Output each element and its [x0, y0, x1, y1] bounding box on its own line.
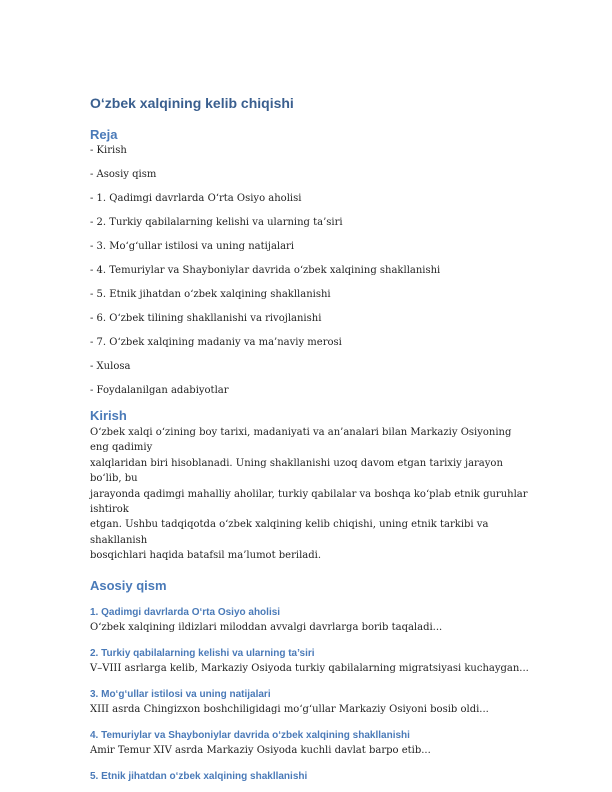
plan-item: - 5. Etnik jihatdan o‘zbek xalqining shakllanishi: [90, 289, 331, 300]
main-heading: Asosiy qism: [90, 577, 167, 593]
section-text: Amir Temur XIV asrda Markaziy Osiyoda kuchli davlat barpo etib...: [90, 744, 431, 756]
plan-heading: Reja: [90, 127, 118, 142]
section-heading: 3. Mo‘g‘ullar istilosi va uning natijalari: [90, 688, 271, 700]
main-section: [90, 771, 532, 782]
intro-paragraph: [90, 425, 532, 564]
section-text: V–VIII asrlarga kelib, Markaziy Osiyoda turkiy qabilalarning migratsiyasi kuchaygan...: [90, 662, 529, 674]
section-heading: 5. Etnik jihatdan o‘zbek xalqining shakllanishi: [90, 770, 308, 782]
plan-item: - Foydalanilgan adabiyotlar: [90, 385, 229, 396]
plan-item: - Kirish: [90, 145, 127, 156]
intro-line: bosqichlari haqida batafsil ma’lumot beriladi.: [90, 550, 322, 562]
intro-line: O‘zbek xalqi o‘zining boy tarixi, madaniyati va an’analari bilan Markaziy Osiyoning eng qadimiy: [90, 427, 512, 454]
plan-item: - 6. O‘zbek tilining shakllanishi va rivojlanishi: [90, 313, 322, 324]
document-title: O‘zbek xalqining kelib chiqishi: [90, 95, 294, 111]
intro-line: etgan. Ushbu tadqiqotda o‘zbek xalqining kelib chiqishi, uning etnik tarkibi va shakllanish: [90, 519, 489, 546]
plan-item: - 1. Qadimgi davrlarda O‘rta Osiyo aholisi: [90, 193, 302, 204]
plan-item: - Asosiy qism: [90, 169, 157, 180]
section-heading: 1. Qadimgi davrlarda O‘rta Osiyo aholisi: [90, 606, 281, 618]
section-text: O‘zbek xalqining ildizlari miloddan avvalgi davrlarga borib taqaladi...: [90, 621, 443, 633]
section-heading: 4. Temuriylar va Shayboniylar davrida o‘zbek xalqining shakllanishi: [90, 729, 410, 741]
section-heading: 2. Turkiy qabilalarning kelishi va ularning ta’siri: [90, 647, 315, 659]
plan-list: [90, 144, 532, 397]
main-section: [90, 730, 532, 757]
main-section: [90, 648, 532, 675]
plan-item: - 4. Temuriylar va Shayboniylar davrida o‘zbek xalqining shakllanishi: [90, 265, 441, 276]
intro-line: xalqlaridan biri hisoblanadi. Uning shakllanishi uzoq davom etgan tarixiy jarayon bo‘lib, bu: [90, 457, 503, 485]
intro-heading: Kirish: [90, 408, 127, 423]
main-section: [90, 607, 532, 634]
plan-item: - 2. Turkiy qabilalarning kelishi va ularning ta’siri: [90, 217, 343, 228]
intro-line: jarayonda qadimgi mahalliy aholilar, turkiy qabilalar va boshqa ko‘plab etnik guruhlar ishtirok: [90, 488, 528, 516]
main-section: [90, 689, 532, 716]
plan-item: - 7. O‘zbek xalqining madaniy va ma’naviy merosi: [90, 337, 342, 348]
plan-item: - 3. Mo‘g‘ullar istilosi va uning natijalari: [90, 241, 295, 252]
section-text: XIII asrda Chingizxon boshchiligidagi mo‘g‘ullar Markaziy Osiyoni bosib oldi...: [90, 703, 489, 715]
plan-item: - Xulosa: [90, 361, 131, 372]
